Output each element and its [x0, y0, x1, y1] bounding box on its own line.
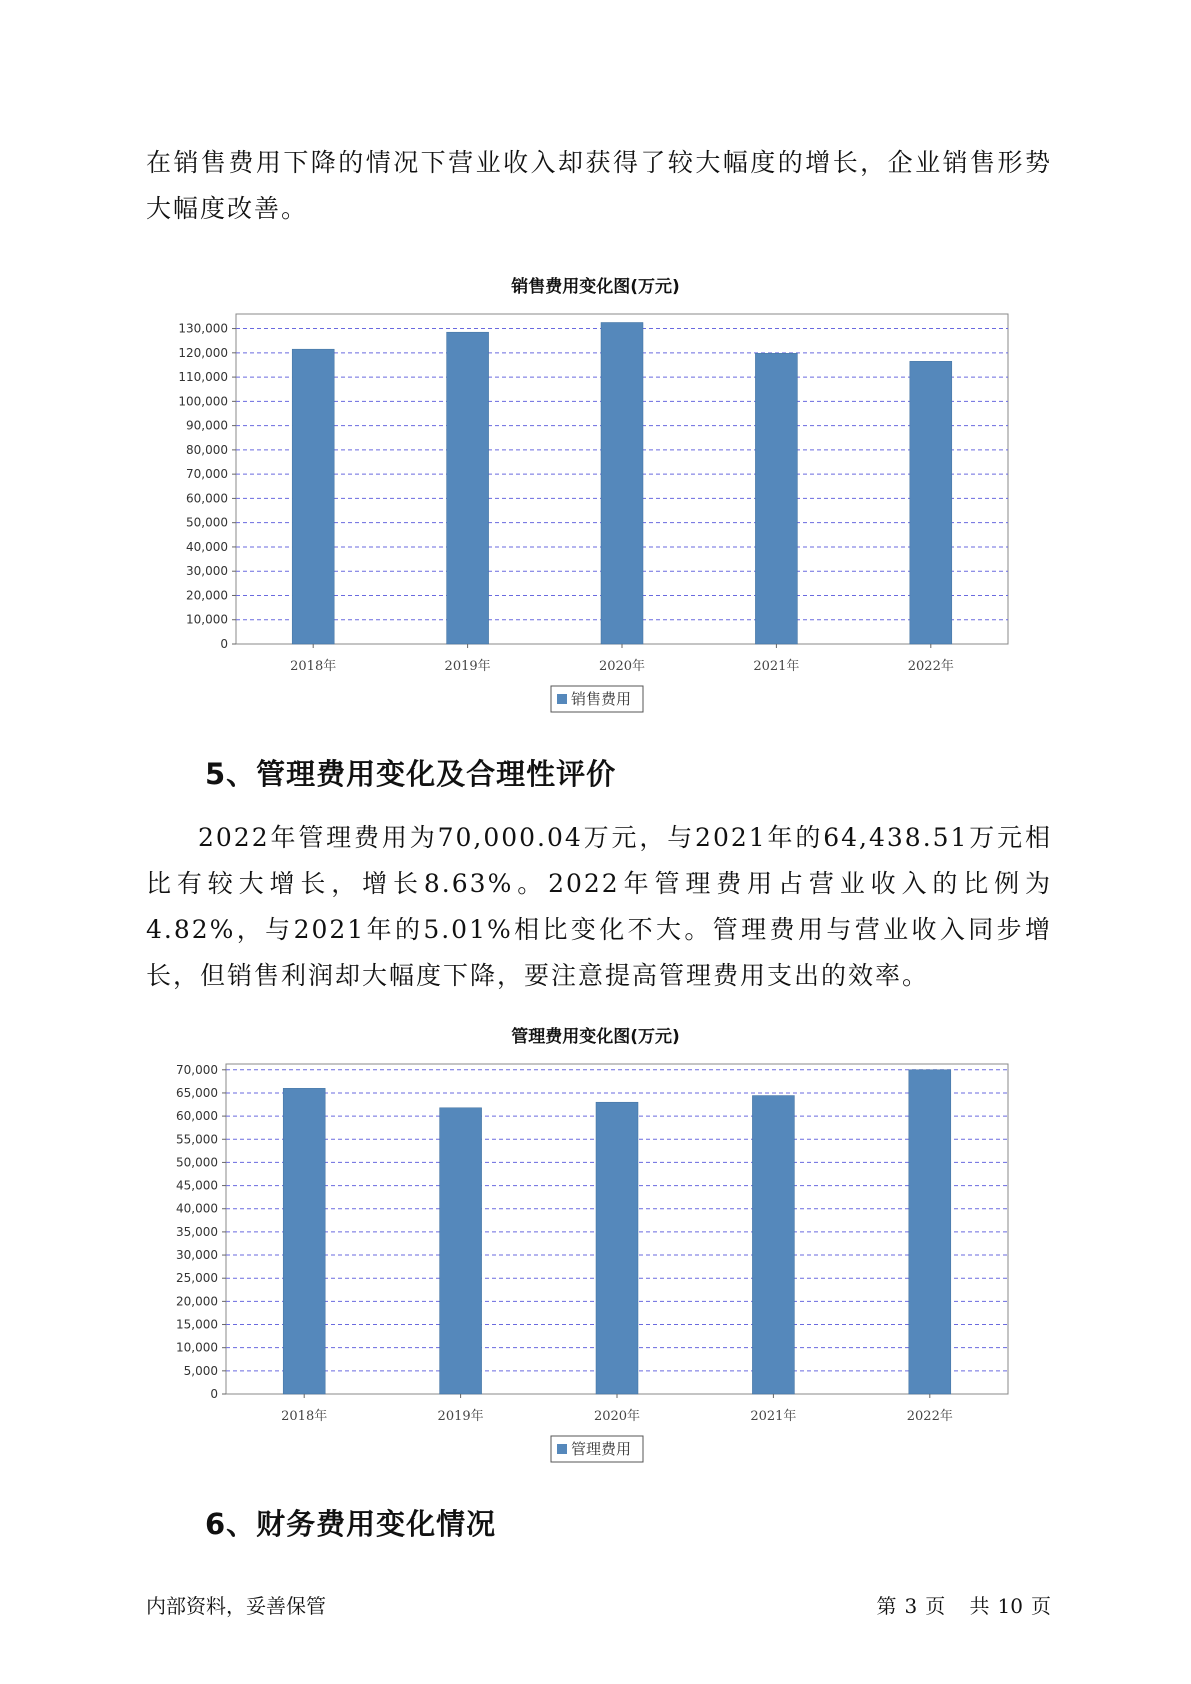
y-tick-label: 0	[220, 637, 228, 651]
y-tick-label: 70,000	[176, 1062, 218, 1077]
y-tick-label: 35,000	[176, 1224, 218, 1239]
x-tick-label: 2018年	[290, 659, 337, 674]
admin-expense-chart	[0, 1050, 1191, 1520]
page-unit: 页	[925, 1594, 946, 1618]
page-num: 3	[904, 1594, 918, 1618]
x-tick-label: 2022年	[906, 1409, 953, 1424]
footer-confidential-note: 内部资料，妥善保管	[146, 1594, 326, 1618]
x-tick-label: 2020年	[598, 659, 646, 674]
legend-label: 管理费用	[571, 1440, 632, 1458]
y-tick-label: 70,000	[186, 467, 228, 482]
bar	[447, 332, 489, 644]
section6-heading: 6、财务费用变化情况	[205, 1507, 497, 1541]
bar	[440, 1108, 482, 1394]
bar	[601, 322, 643, 644]
x-tick-label: 2022年	[907, 659, 954, 674]
footer-page-number	[868, 1590, 1051, 1619]
y-tick-label: 50,000	[176, 1155, 218, 1170]
x-tick-label: 2019年	[444, 659, 491, 674]
bar	[909, 1070, 951, 1394]
total-unit: 页	[1031, 1594, 1051, 1618]
y-tick-label: 15,000	[176, 1317, 218, 1332]
y-tick-label: 80,000	[186, 442, 228, 457]
legend-swatch	[557, 1444, 567, 1454]
y-tick-label: 5,000	[183, 1363, 218, 1378]
section5-paragraph: 2022年管理费用为70,000.04万元，与2021年的64,438.51万元相比有较大增长，增长8.63%。2022年管理费用占营业收入的比例为4.82%，与2021年的5.01%相比变化不大。管理费用与营业收入同步增长，但销售利润却大幅度下降，要注意提高管理费用支出的效率。	[146, 823, 1052, 990]
x-tick-label: 2019年	[437, 1409, 484, 1424]
y-tick-label: 25,000	[176, 1271, 218, 1286]
bar	[910, 361, 952, 644]
section5-heading: 5、管理费用变化及合理性评价	[205, 757, 617, 791]
y-tick-label: 30,000	[176, 1248, 218, 1263]
bar	[292, 349, 334, 644]
y-tick-label: 100,000	[178, 394, 228, 409]
x-tick-label: 2021年	[753, 659, 800, 674]
x-tick-label: 2020年	[593, 1409, 641, 1424]
total-num: 10	[997, 1594, 1023, 1618]
y-tick-label: 110,000	[178, 370, 228, 385]
y-tick-label: 40,000	[186, 539, 228, 554]
y-tick-label: 60,000	[186, 491, 228, 506]
y-tick-label: 60,000	[176, 1109, 218, 1124]
y-tick-label: 50,000	[186, 515, 228, 530]
y-tick-label: 90,000	[186, 418, 228, 433]
y-tick-label: 55,000	[176, 1132, 218, 1147]
sales-expense-chart	[0, 300, 1191, 760]
bar	[755, 353, 797, 644]
total-prefix: 共	[969, 1594, 990, 1618]
legend-swatch	[557, 694, 567, 704]
x-tick-label: 2021年	[750, 1409, 797, 1424]
y-tick-label: 45,000	[176, 1178, 218, 1193]
y-tick-label: 30,000	[186, 564, 228, 579]
intro-paragraph: 在销售费用下降的情况下营业收入却获得了较大幅度的增长，企业销售形势大幅度改善。	[146, 148, 1052, 223]
page-prefix: 第	[876, 1594, 897, 1618]
y-tick-label: 65,000	[176, 1085, 218, 1100]
y-tick-label: 120,000	[178, 345, 228, 360]
legend-label: 销售费用	[571, 690, 632, 708]
chart-title-admin: 管理费用变化图(万元)	[511, 1027, 680, 1047]
y-tick-label: 10,000	[176, 1340, 218, 1355]
y-tick-label: 10,000	[186, 612, 228, 627]
bar	[752, 1096, 794, 1394]
y-tick-label: 40,000	[176, 1201, 218, 1216]
x-tick-label: 2018年	[281, 1409, 328, 1424]
y-tick-label: 20,000	[186, 588, 228, 603]
bar	[283, 1088, 325, 1394]
chart-title-sales: 销售费用变化图(万元)	[511, 277, 680, 297]
y-tick-label: 0	[210, 1387, 218, 1401]
y-tick-label: 20,000	[176, 1294, 218, 1309]
bar	[596, 1102, 638, 1394]
y-tick-label: 130,000	[178, 321, 228, 336]
